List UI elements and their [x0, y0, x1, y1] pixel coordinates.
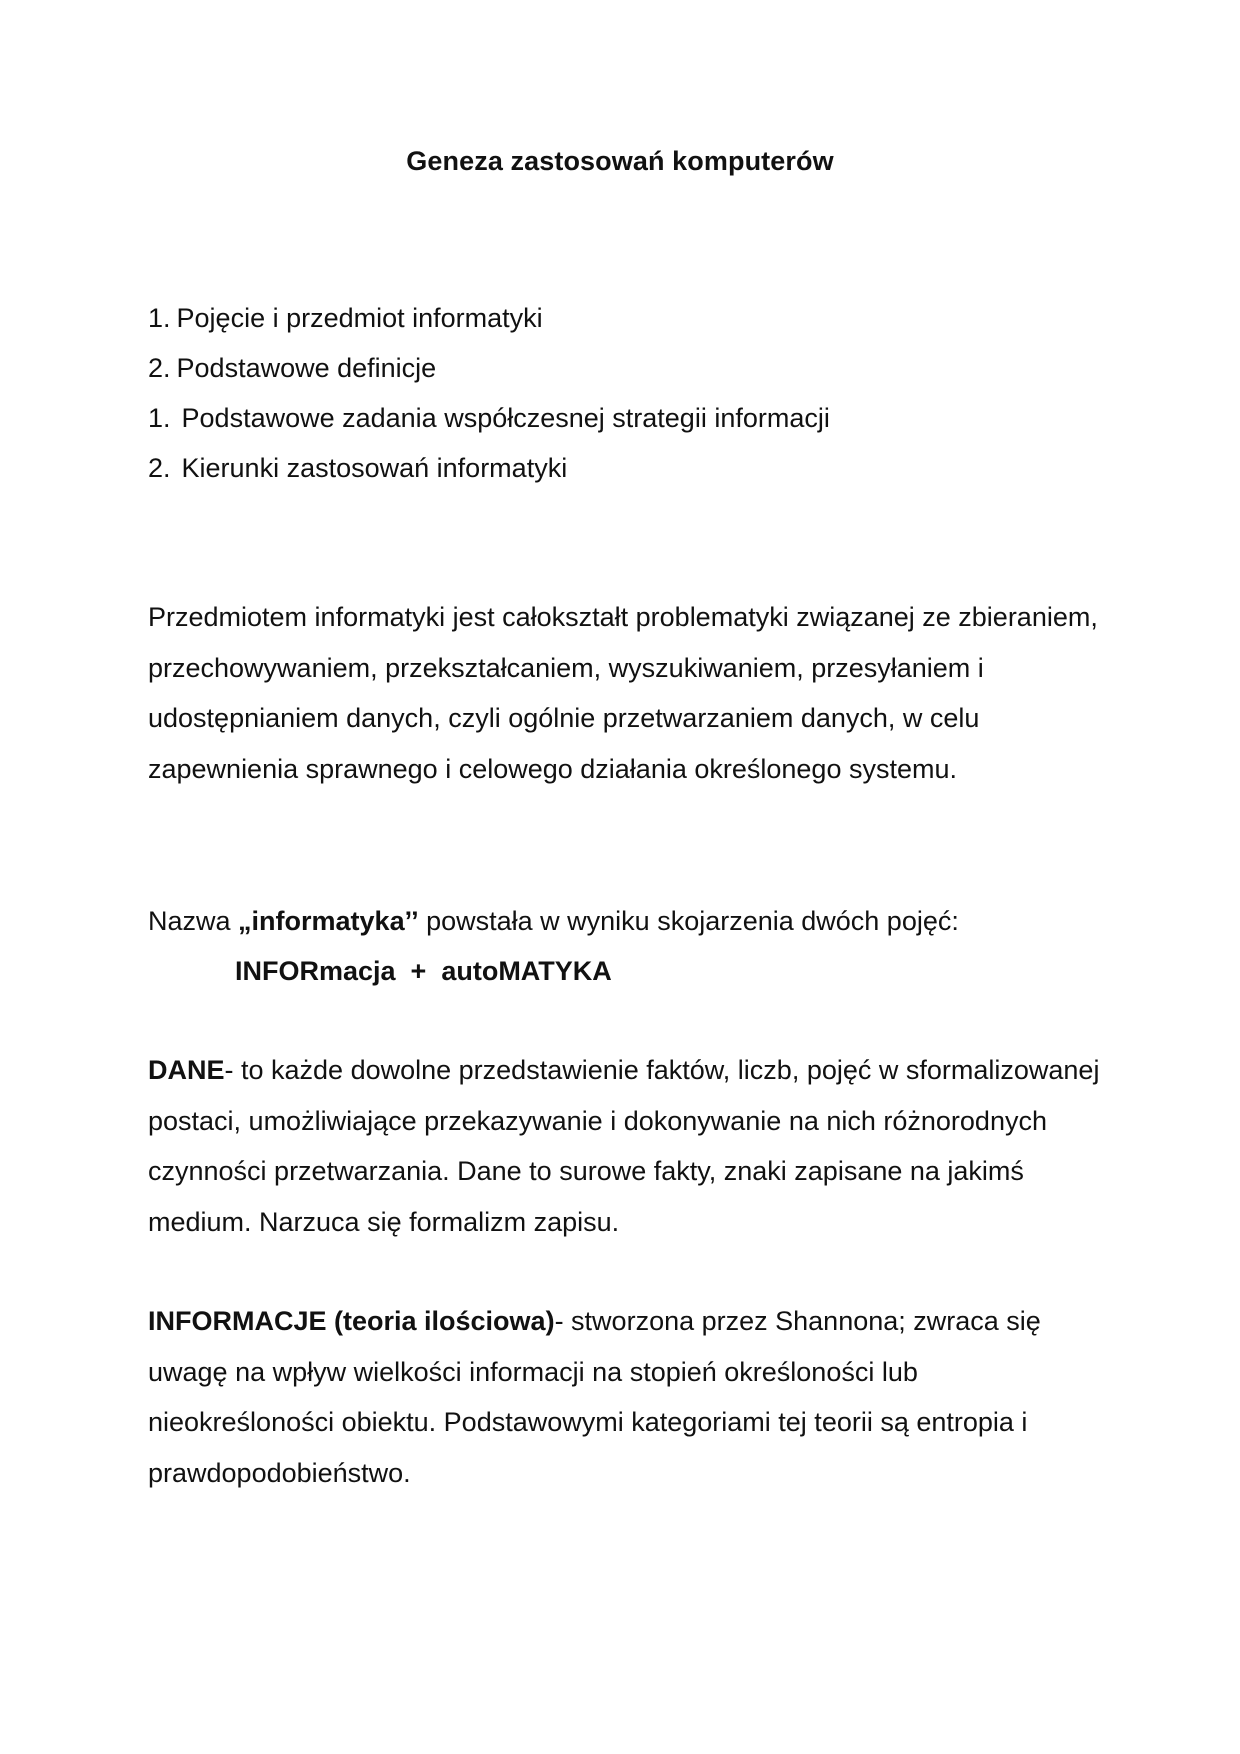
outline-item-text: Podstawowe zadania współczesnej strategii informacji — [181, 403, 830, 433]
paragraph-name-origin-lead: Nazwa — [148, 906, 239, 936]
paragraph-subject-of-informatics: Przedmiotem informatyki jest całokształt problematyki związanej ze zbieraniem, przechowywaniem, przekształcaniem, wyszukiwaniem, przesyłaniem i udostępnianiem danych, czyli ogólnie przetwarzaniem danych, w celu zapewnienia sprawnego i celowego działania określonego systemu. — [148, 602, 1098, 784]
definition-informacje-text: - stworzona przez Shannona; zwraca się uwagę na wpływ wielkości informacji na stopień określoności lub nieokreśloności obiektu. Podstawowymi kategoriami tej teorii są entropia i prawdopodobieństwo. — [148, 1306, 1041, 1488]
paragraph-name-origin-rest: powstała w wyniku skojarzenia dwóch pojęć: — [418, 906, 959, 936]
outline-item-number: 2. — [148, 453, 171, 483]
outline-item — [148, 343, 830, 393]
outline-item-number: 1. — [148, 303, 171, 333]
outline-item-number: 2. — [148, 353, 171, 383]
paragraph-name-origin — [148, 896, 1108, 946]
outline-item — [148, 393, 830, 443]
page-title: Geneza zastosowań komputerów — [406, 146, 834, 176]
outline-item — [148, 443, 830, 493]
definition-dane-text: - to każde dowolne przedstawienie faktów, liczb, pojęć w sformalizowanej postaci, umożliwiające przekazywanie i dokonywanie na nich różnorodnych czynności przetwarzania. Dane to surowe fakty, znaki zapisane na jakimś medium. Narzuca się formalizm zapisu. — [148, 1055, 1100, 1237]
term-informacje: INFORMACJE (teoria ilościowa) — [148, 1306, 555, 1336]
outline-item-text: Pojęcie i przedmiot informatyki — [176, 303, 543, 333]
outline-item — [148, 293, 830, 343]
outline-item-text: Kierunki zastosowań informatyki — [181, 453, 568, 483]
outline-item-text: Podstawowe definicje — [176, 353, 437, 383]
word-formula: INFORmacja + autoMATYKA — [235, 956, 612, 986]
paragraph-data-definition — [148, 1045, 1108, 1247]
term-dane: DANE — [148, 1055, 225, 1085]
outline-list — [148, 293, 830, 493]
paragraph-information-definition — [148, 1296, 1108, 1498]
outline-item-number: 1. — [148, 403, 171, 433]
term-informatyka: „informatyka’’ — [238, 906, 419, 936]
